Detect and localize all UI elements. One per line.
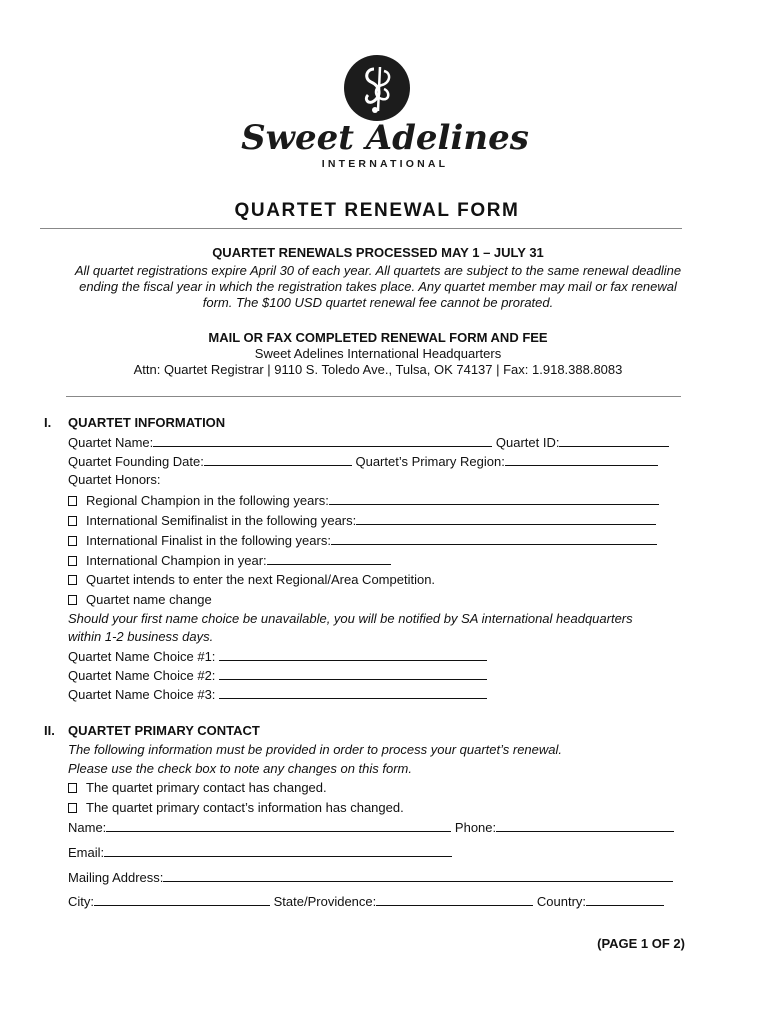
honor-intl-finalist: [68, 532, 657, 549]
name-choice-2-row: [68, 667, 487, 684]
intl-champion-year-field[interactable]: [267, 552, 391, 565]
name-change-checkbox[interactable]: [68, 595, 77, 605]
contact-info-changed-row: [68, 800, 404, 816]
treble-clef-emblem-icon: [344, 55, 410, 121]
regional-competition-row: [68, 572, 435, 588]
processing-line-1: All quartet registrations expire April 30 of each year. All quartets are subject to the same renewal deadline: [74, 263, 682, 278]
mail-address: Attn: Quartet Registrar | 9110 S. Toledo Ave., Tulsa, OK 74137 | Fax: 1.918.388.8083: [133, 362, 623, 377]
contact-changed-checkbox[interactable]: [68, 783, 77, 793]
name-choice-3-row: [68, 686, 487, 703]
contact-note-2: Please use the check box to note any changes on this form.: [68, 761, 412, 776]
regional-competition-label: Quartet intends to enter the next Regional/Area Competition.: [86, 572, 436, 587]
founding-date-row: [68, 453, 658, 470]
contact-info-changed-label: The quartet primary contact’s information has changed.: [86, 800, 404, 815]
quartet-id-label: Quartet ID:: [495, 435, 560, 450]
page-title: QUARTET RENEWAL FORM: [234, 200, 520, 221]
mailing-address-field[interactable]: [163, 869, 673, 882]
mail-heading: MAIL OR FAX COMPLETED RENEWAL FORM AND FEE: [208, 330, 548, 345]
name-change-note-1: Should your first name choice be unavailable, you will be notified by SA international headquarters: [68, 611, 633, 626]
section-1-number: I.: [44, 415, 52, 430]
regional-champion-checkbox[interactable]: [68, 496, 77, 506]
logo-wordmark: Sweet Adelines: [241, 118, 529, 158]
city-field[interactable]: [94, 893, 270, 906]
contact-email-field[interactable]: [104, 844, 452, 857]
contact-phone-label: Phone:: [454, 820, 497, 835]
intl-finalist-label: International Finalist in the following years:: [86, 533, 331, 548]
quartet-name-row: [68, 434, 669, 451]
regional-champion-label: Regional Champion in the following years:: [86, 493, 329, 508]
founding-date-label: Quartet Founding Date:: [68, 454, 204, 469]
name-change-label: Quartet name change: [86, 592, 212, 607]
name-change-row: [68, 592, 212, 608]
contact-name-field[interactable]: [106, 819, 451, 832]
contact-email-label: Email:: [68, 845, 105, 860]
title-divider: [40, 228, 682, 229]
quartet-name-field[interactable]: [153, 434, 492, 447]
mailing-address-label: Mailing Address:: [68, 870, 164, 885]
founding-date-field[interactable]: [204, 453, 352, 466]
quartet-name-label: Quartet Name:: [68, 435, 154, 450]
contact-name-row: [68, 819, 674, 836]
state-field[interactable]: [376, 893, 533, 906]
processing-line-3: form. The $100 USD quartet renewal fee cannot be prorated.: [202, 295, 554, 310]
intl-semifinalist-label: International Semifinalist in the following years:: [86, 513, 357, 528]
country-label: Country:: [536, 894, 587, 909]
section-2-heading: QUARTET PRIMARY CONTACT: [68, 723, 260, 738]
name-choice-3-label: Quartet Name Choice #3:: [68, 687, 216, 702]
regional-champion-years-field[interactable]: [329, 492, 659, 505]
intl-finalist-years-field[interactable]: [331, 532, 657, 545]
name-choice-1-field[interactable]: [219, 648, 487, 661]
intl-semifinalist-years-field[interactable]: [356, 512, 656, 525]
mail-org: Sweet Adelines International Headquarters: [254, 346, 502, 361]
section-2-number: II.: [44, 723, 55, 738]
processing-heading: QUARTET RENEWALS PROCESSED MAY 1 – JULY 31: [212, 245, 544, 260]
intl-champion-checkbox[interactable]: [68, 556, 77, 566]
contact-phone-field[interactable]: [496, 819, 674, 832]
quartet-id-field[interactable]: [559, 434, 669, 447]
contact-changed-row: [68, 780, 327, 796]
name-choice-2-label: Quartet Name Choice #2:: [68, 668, 216, 683]
contact-note-1: The following information must be provided in order to process your quartet’s renewal.: [68, 742, 563, 757]
primary-region-label: Quartet’s Primary Region:: [355, 454, 505, 469]
city-state-country-row: [68, 893, 664, 910]
honor-intl-champion: [68, 552, 391, 569]
intl-finalist-checkbox[interactable]: [68, 536, 77, 546]
name-change-note-2: within 1-2 business days.: [68, 629, 214, 644]
contact-changed-label: The quartet primary contact has changed.: [86, 780, 327, 795]
name-choice-2-field[interactable]: [219, 667, 487, 680]
mail-divider: [66, 396, 681, 397]
country-field[interactable]: [586, 893, 664, 906]
name-choice-1-label: Quartet Name Choice #1:: [68, 649, 216, 664]
intl-semifinalist-checkbox[interactable]: [68, 516, 77, 526]
regional-competition-checkbox[interactable]: [68, 575, 77, 585]
primary-region-field[interactable]: [505, 453, 658, 466]
page-number: (PAGE 1 OF 2): [597, 936, 685, 951]
name-choice-3-field[interactable]: [219, 686, 487, 699]
mailing-address-row: [68, 869, 673, 886]
contact-email-row: [68, 844, 452, 861]
intl-champion-label: International Champion in year:: [86, 553, 267, 568]
section-1-heading: QUARTET INFORMATION: [68, 415, 226, 430]
contact-info-changed-checkbox[interactable]: [68, 803, 77, 813]
logo-subtitle: INTERNATIONAL: [321, 158, 449, 170]
quartet-honors-label: Quartet Honors:: [68, 472, 161, 487]
city-label: City:: [68, 894, 94, 909]
honor-intl-semifinalist: [68, 512, 656, 529]
processing-line-2: ending the fiscal year in which the registration takes place. Any quartet member may mail or fax renewal: [79, 279, 677, 294]
contact-name-label: Name:: [68, 820, 107, 835]
name-choice-1-row: [68, 648, 487, 665]
state-label: State/Providence:: [273, 894, 377, 909]
honor-regional-champion: [68, 492, 659, 509]
